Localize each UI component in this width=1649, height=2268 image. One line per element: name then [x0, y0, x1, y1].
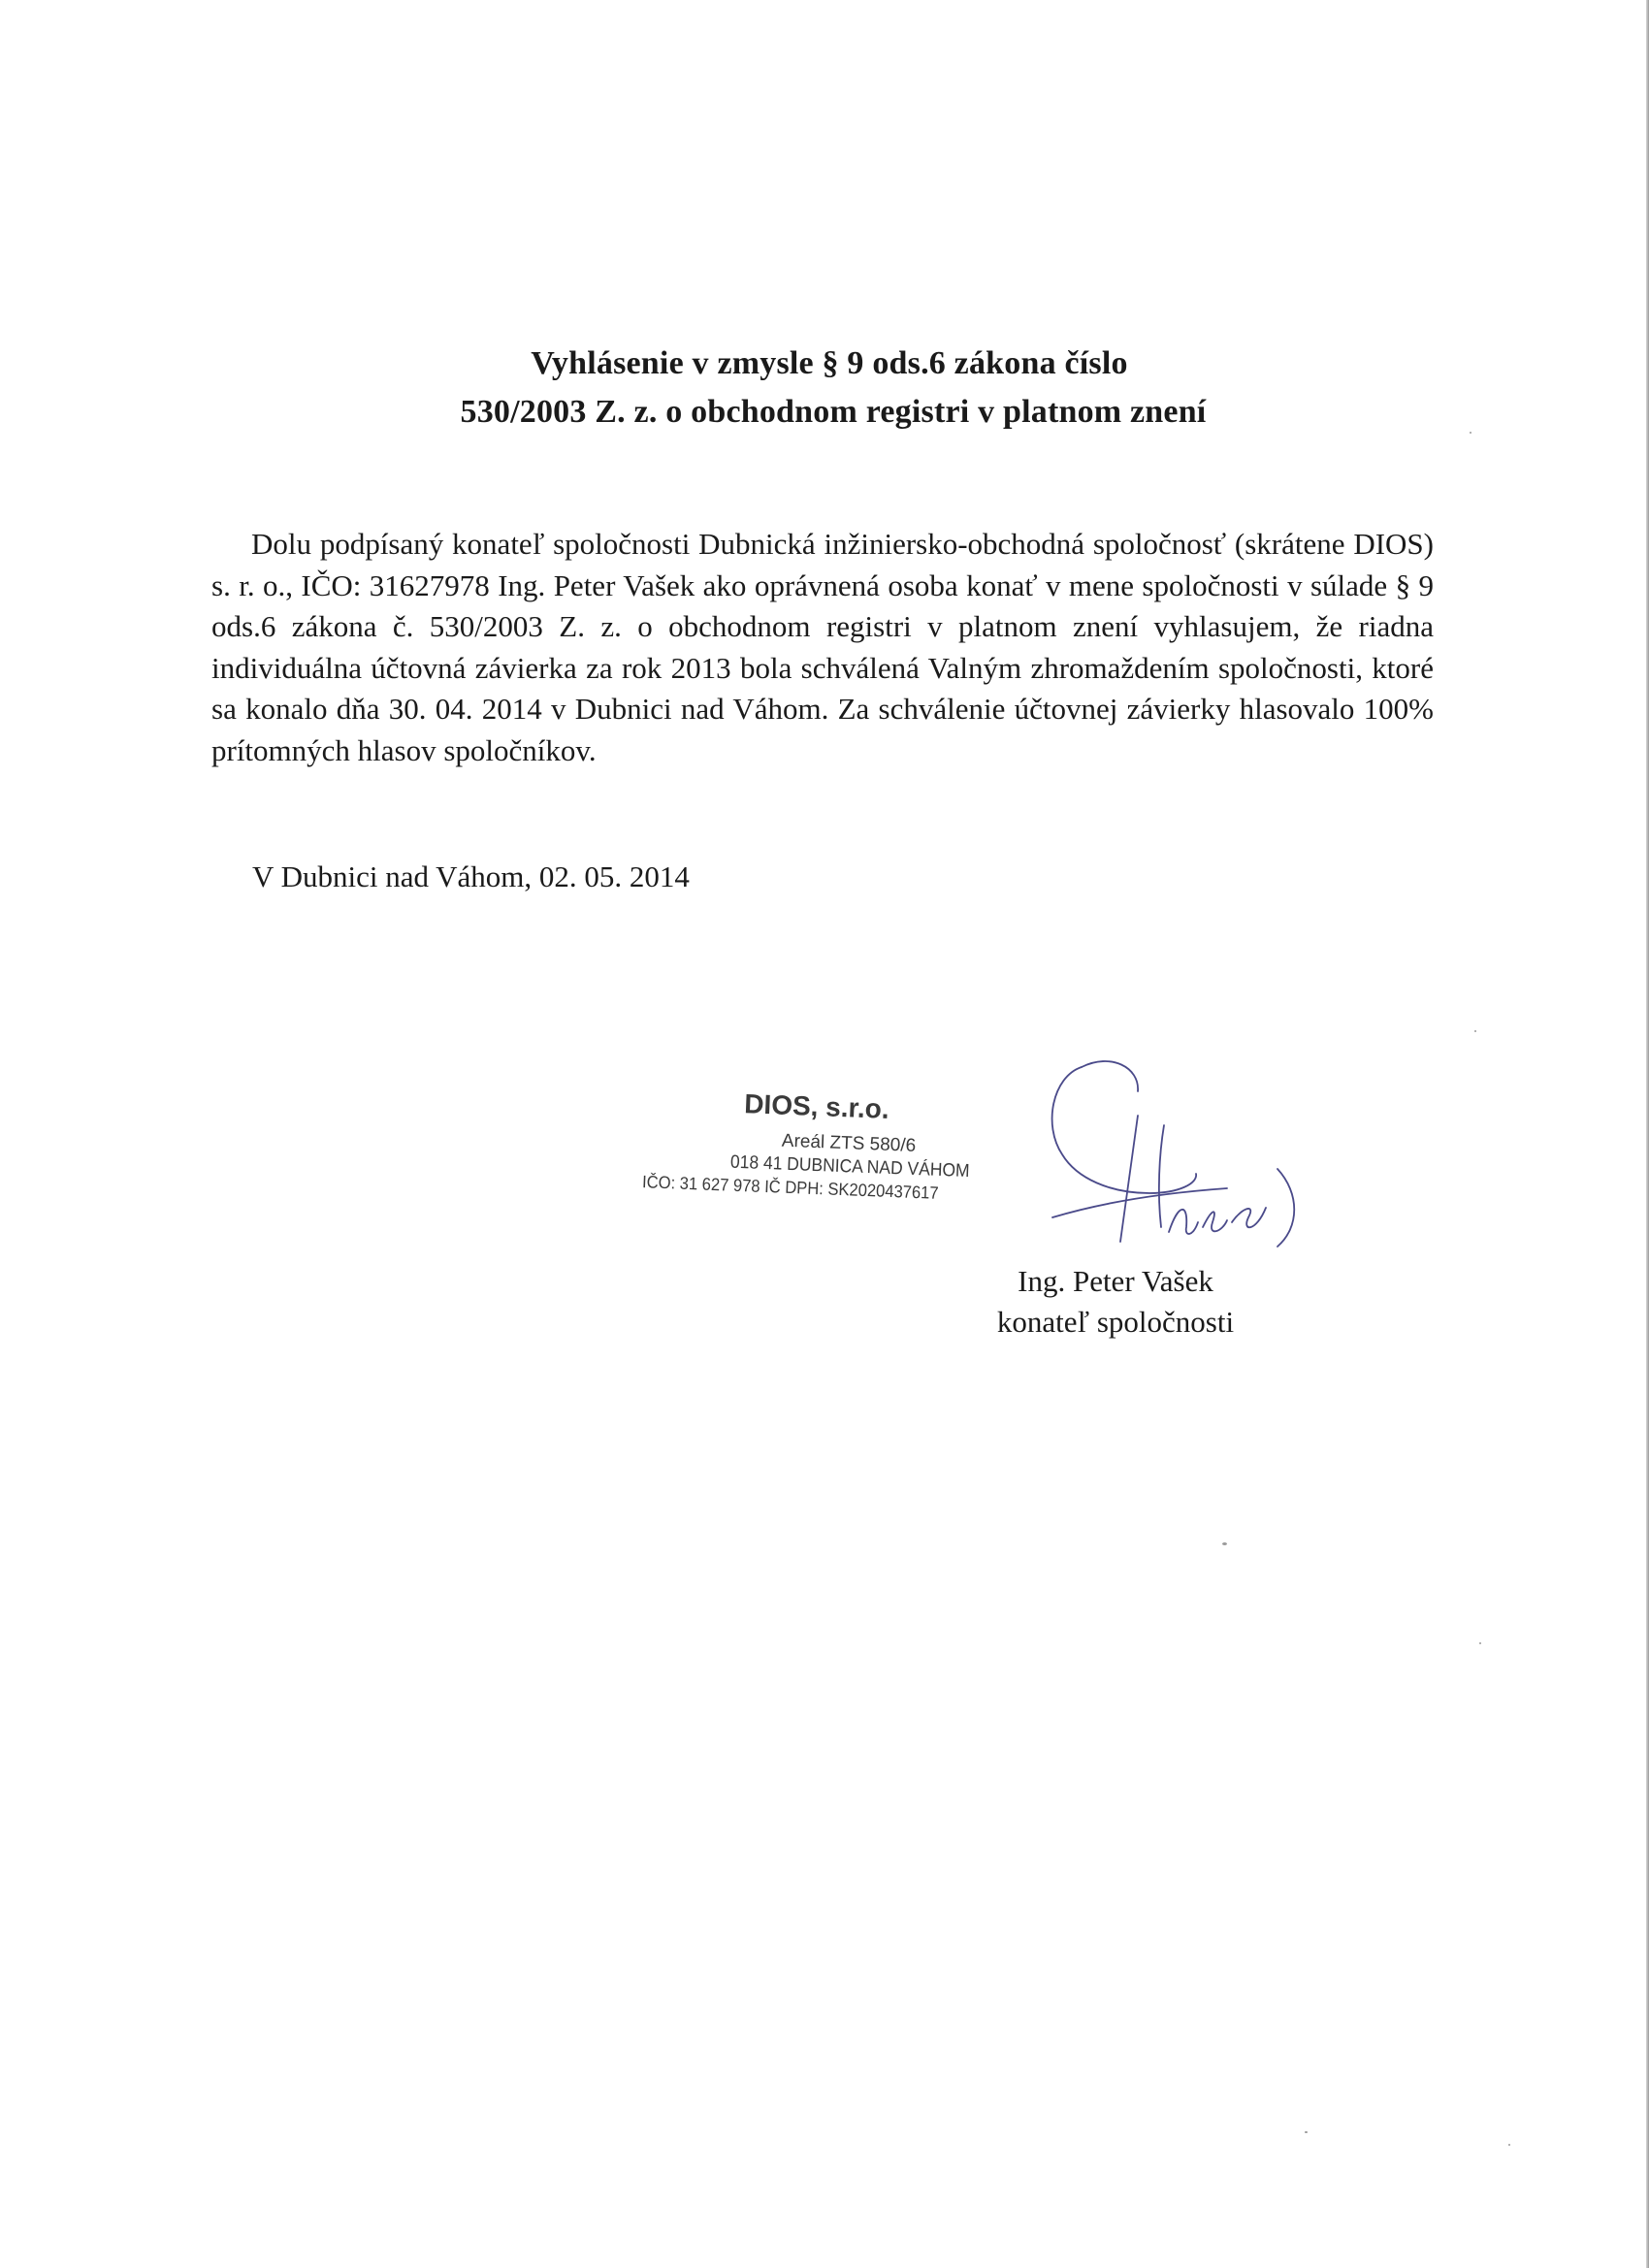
signature-top-stroke — [1082, 1061, 1138, 1091]
signature-letter-a — [1169, 1210, 1198, 1234]
signatory-block — [970, 1261, 1261, 1343]
title-line-1: Vyhlásenie v zmysle § 9 ods.6 zákona číslo — [531, 345, 1128, 381]
signature-second-stroke — [1159, 1125, 1164, 1227]
stamp-address: Areál ZTS 580/6 — [781, 1130, 917, 1156]
declaration-paragraph: Dolu podpísaný konateľ spoločnosti Dubnická inžiniersko-obchodná spoločnosť (skrátene DIOS) s. r. o., IČO: 31627978 Ing. Peter Vašek ako oprávnená osoba konať v mene spoločnosti v súlade § 9 ods.6 zákona č. 530/2003 Z. z. o obchodnom registri v platnom znení vyhlasujem, že riadna individuálna účtovná závierka za rok 2013 bola schválená Valným zhromaždením spoločnosti, ktoré sa konalo dňa 30. 04. 2014 v Dubnici nad Váhom. Za schválenie účtovnej závierky hlasovalo 100% prítomných hlasov spoločníkov. — [211, 527, 1434, 767]
place-and-date: V Dubnici nad Váhom, 02. 05. 2014 — [252, 859, 690, 893]
scan-speck — [1470, 432, 1471, 434]
scan-speck — [1474, 1030, 1476, 1032]
signatory-role: konateľ spoločnosti — [996, 1305, 1235, 1339]
stamp-company-name: DIOS, s.r.o. — [743, 1088, 890, 1124]
scan-speck — [1479, 1642, 1481, 1644]
scan-speck — [1508, 2144, 1510, 2146]
signature-letter-s — [1203, 1212, 1227, 1231]
signature-closing-stroke — [1277, 1169, 1294, 1247]
company-stamp — [635, 1085, 1048, 1226]
scan-speck — [1305, 2131, 1308, 2133]
stamp-ids: IČO: 31 627 978 IČ DPH: SK2020437617 — [641, 1172, 939, 1203]
signatory-name: Ing. Peter Vašek — [1018, 1264, 1213, 1298]
handwritten-signature — [1023, 1048, 1305, 1261]
signature-letter-e — [1232, 1208, 1266, 1227]
signature-loop-stroke — [1052, 1067, 1197, 1193]
stamp-city: 018 41 DUBNICA NAD VÁHOM — [729, 1151, 970, 1183]
scan-speck — [1222, 1542, 1227, 1545]
document-title — [0, 340, 1649, 437]
signature-vertical-stroke — [1120, 1116, 1138, 1242]
title-line-2: 530/2003 Z. z. o obchodnom registri v platnom znení — [460, 394, 1207, 430]
